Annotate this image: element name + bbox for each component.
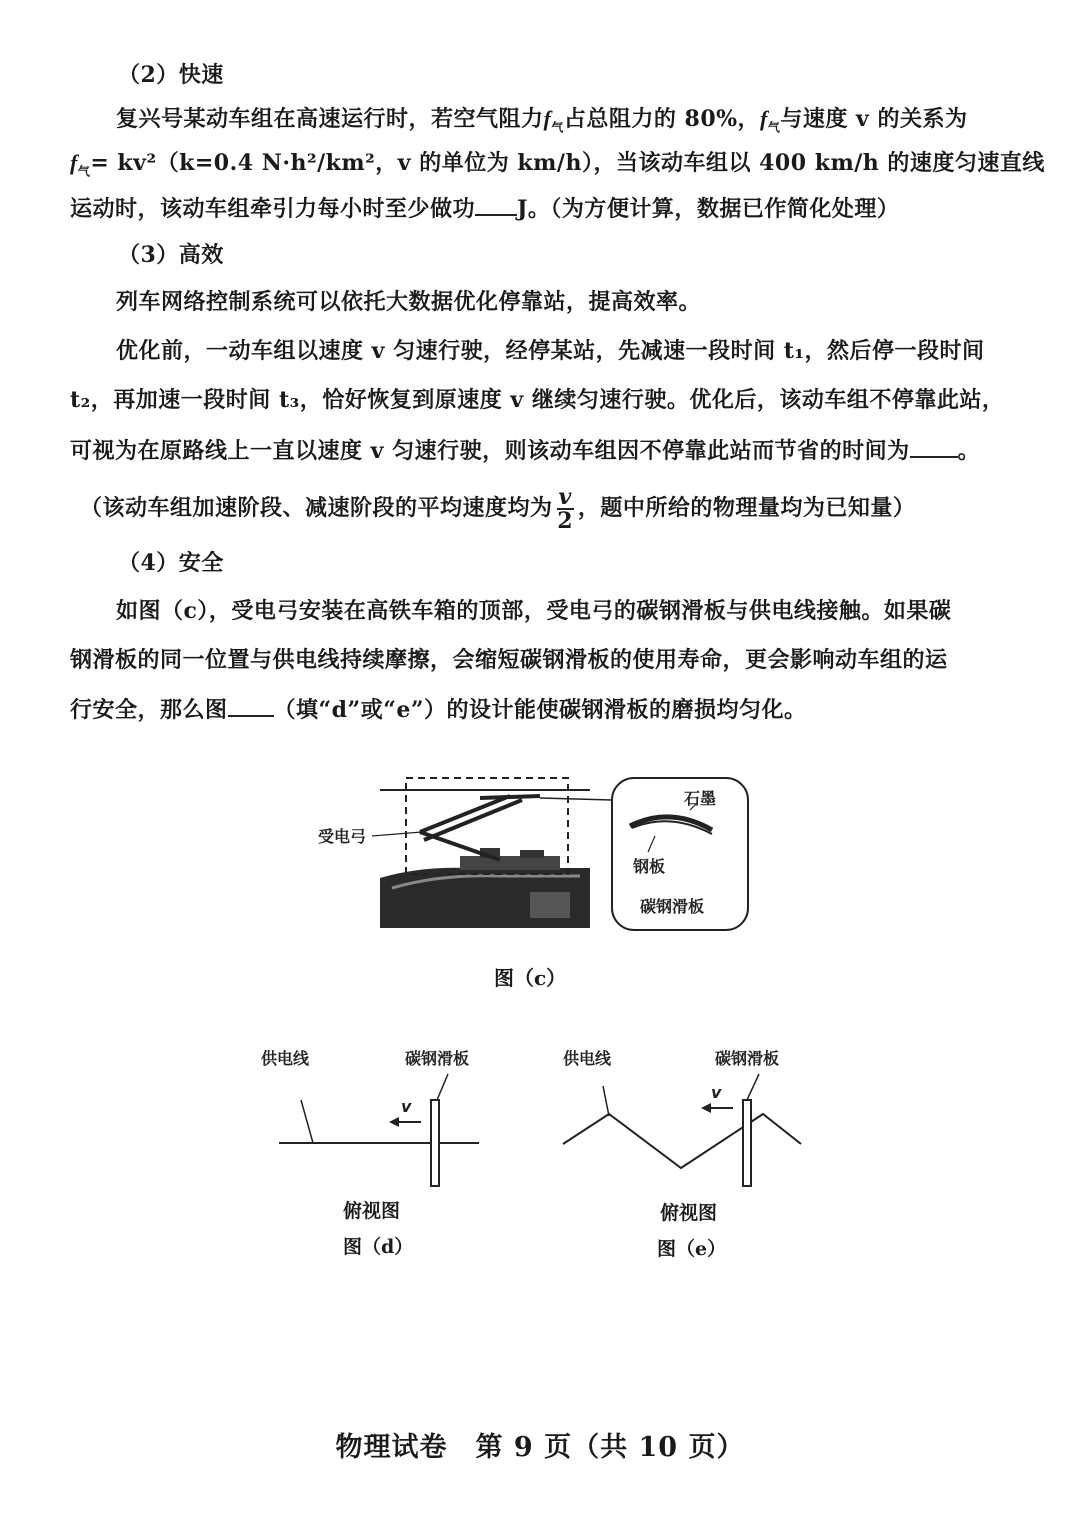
figure-e-caption: 图（e） bbox=[657, 1238, 727, 1260]
s3-p1: 列车网络控制系统可以依托大数据优化停靠站，提高效率。 bbox=[116, 289, 702, 315]
s2-line1 bbox=[116, 104, 968, 142]
s2-line3a-text: 运动时，该动车组牵引力每小时至少做功 bbox=[70, 196, 476, 222]
s3-p5 bbox=[80, 486, 915, 532]
s3-p3: t₂，再加速一段时间 t₃，恰好恢复到原速度 v 继续匀速行驶。优化后，该动车组不停靠此站， bbox=[70, 387, 1005, 413]
s4-p3b-text: （填“d”或“e”）的设计能使碳钢滑板的磨损均匀化。 bbox=[273, 697, 807, 723]
s3-p4a-text: 可视为在原路线上一直以速度 v 匀速行驶，则该动车组因不停靠此站而节省的时间为 bbox=[70, 438, 910, 464]
figure-d-caption: 图（d） bbox=[343, 1236, 414, 1258]
section-3-heading: （3）高效 bbox=[118, 242, 224, 268]
s4-p3a-text: 行安全，那么图 bbox=[70, 697, 228, 723]
velocity-label-e: v bbox=[711, 1083, 722, 1102]
f-sub: 气 bbox=[77, 164, 91, 179]
f-symbol: f bbox=[760, 106, 768, 131]
figure-d bbox=[255, 1040, 515, 1200]
slide-plate-label-e: 碳钢滑板 bbox=[715, 1049, 780, 1068]
figure-e-view: 俯视图 bbox=[660, 1202, 718, 1224]
f-symbol: f bbox=[70, 150, 78, 175]
section-2-heading: （2）快速 bbox=[118, 62, 224, 88]
steel-plate-label: 钢板 bbox=[633, 857, 666, 876]
s2-line1b-text: 占总阻力的 80%， bbox=[563, 106, 761, 132]
s3-p4 bbox=[70, 434, 980, 466]
s2-line3b-text: J。（为方便计算，数据已作简化处理） bbox=[517, 196, 900, 222]
zigzag-supply-wire bbox=[563, 1114, 801, 1168]
s2-line3 bbox=[70, 192, 899, 224]
train-roof-illustration bbox=[380, 848, 590, 928]
f-symbol: f bbox=[543, 106, 552, 131]
slide-plate-e bbox=[743, 1100, 751, 1186]
s2-line1c-text: 与速度 v 的关系为 bbox=[780, 106, 968, 132]
velocity-label-d: v bbox=[401, 1097, 412, 1116]
s2-line2 bbox=[70, 148, 1045, 186]
slide-plate-label-d: 碳钢滑板 bbox=[405, 1049, 470, 1068]
s4-p3 bbox=[70, 693, 807, 725]
s4-p1: 如图（c），受电弓安装在高铁车箱的顶部，受电弓的碳钢滑板与供电线接触。如果碳 bbox=[116, 598, 952, 624]
f-sub: 气 bbox=[551, 120, 564, 135]
figure-c bbox=[300, 770, 770, 940]
supply-wire-label-e: 供电线 bbox=[563, 1049, 612, 1068]
s3-p5b-text: ，题中所给的物理量均为已知量） bbox=[577, 495, 916, 521]
page-footer: 物理试卷 第 9 页（共 10 页） bbox=[335, 1432, 745, 1463]
v-over-2-fraction bbox=[557, 486, 574, 532]
s2-line1-text: 复兴号某动车组在高速运行时，若空气阻力 bbox=[116, 106, 544, 132]
callout-line bbox=[540, 798, 612, 800]
fraction-denominator: 2 bbox=[557, 508, 574, 534]
s2-line2-text: = kv²（k=0.4 N·h²/km²，v 的单位为 km/h），当该动车组以 400 km/h 的速度匀速直线 bbox=[90, 150, 1045, 176]
figure-e bbox=[555, 1040, 815, 1200]
f-air-symbol bbox=[543, 106, 564, 135]
slide-plate-d bbox=[431, 1100, 439, 1186]
section-4-heading: （4）安全 bbox=[118, 550, 224, 576]
f-air-symbol-3 bbox=[70, 150, 91, 179]
answer-blank-3[interactable] bbox=[228, 693, 274, 717]
figure-d-view: 俯视图 bbox=[343, 1200, 401, 1222]
s4-p2: 钢滑板的同一位置与供电线持续摩擦，会缩短碳钢滑板的使用寿命，更会影响动车组的运 bbox=[70, 647, 948, 673]
slide-plate-label-c: 碳钢滑板 bbox=[640, 897, 705, 916]
s3-p4b-text: 。 bbox=[957, 438, 981, 464]
answer-blank-2[interactable] bbox=[910, 434, 958, 458]
f-air-symbol-2 bbox=[760, 106, 781, 135]
supply-wire-label-d: 供电线 bbox=[261, 1049, 310, 1068]
graphite-label: 石墨 bbox=[684, 789, 717, 808]
f-sub: 气 bbox=[767, 120, 781, 135]
figure-c-caption: 图（c） bbox=[494, 966, 567, 990]
pantograph-label: 受电弓 bbox=[318, 827, 367, 846]
answer-blank-1[interactable] bbox=[475, 192, 517, 216]
fraction-numerator: v bbox=[558, 484, 572, 510]
s3-p5a-text: （该动车组加速阶段、减速阶段的平均速度均为 bbox=[80, 495, 553, 521]
s3-p2: 优化前，一动车组以速度 v 匀速行驶，经停某站，先减速一段时间 t₁，然后停一段时间 bbox=[116, 338, 985, 364]
